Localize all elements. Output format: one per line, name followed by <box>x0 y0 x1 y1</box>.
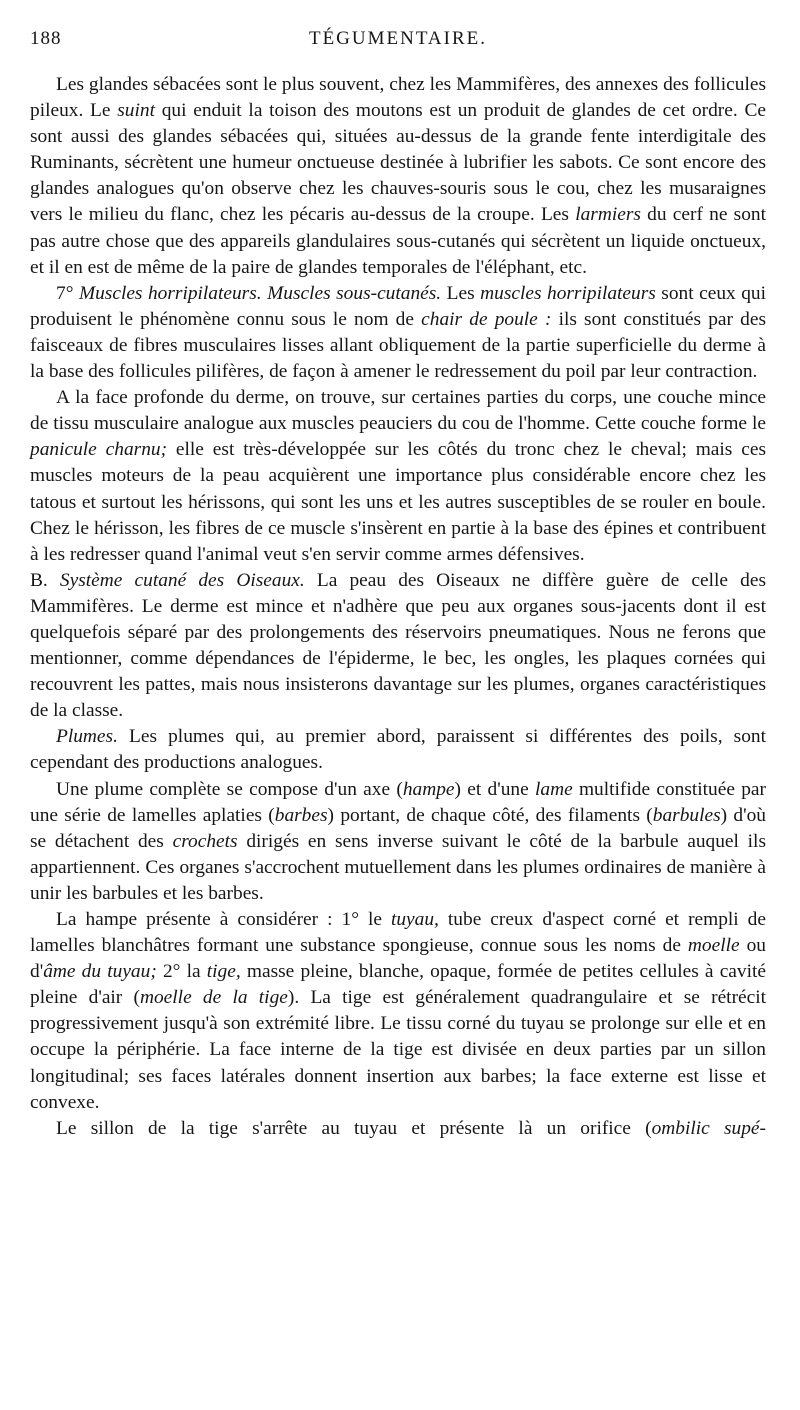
paragraph-shaft-groove <box>30 1116 766 1142</box>
text-run: B. <box>30 569 60 591</box>
text-run: ils sont constitués par des faisceaux de fibres musculaires lisses allant obliquement de la partie superficielle du derme à la base des follicules pilifères, de façon à amener le redressement du poil par leur contraction. <box>30 308 767 383</box>
italic-run: Plumes. <box>56 726 118 748</box>
paragraph-sebaceous-glands <box>30 72 766 281</box>
italic-run: moelle <box>687 935 740 957</box>
italic-run: larmiers <box>575 204 641 226</box>
text-run: ) et d'une <box>454 778 535 800</box>
text-run: ou d' <box>30 935 766 983</box>
running-header <box>30 28 766 54</box>
text-run: tube creux d'aspect corné et rempli de lamelles blanchâtres formant une substance spongieuse, connue sous les noms de <box>30 909 766 957</box>
italic-run: barbes <box>274 804 328 826</box>
italic-run: Système cutané des Oiseaux. <box>59 569 305 591</box>
text-run: Les <box>441 282 481 304</box>
text-run: dirigés en sens inverse suivant le côté de la barbule auquel ils appartiennent. Ces organes s'accrochent mutuellement dans les plumes ordinaires de manière à unir les barbules et les barbes. <box>30 830 766 904</box>
body-text <box>30 72 766 1142</box>
italic-run: lame <box>534 778 573 800</box>
paragraph-horripilator-muscles <box>30 281 766 385</box>
page-number: 188 <box>30 28 62 49</box>
italic-run: ombilic supé- <box>651 1117 766 1139</box>
text-run: multifide constituée par une série de lamelles aplaties ( <box>30 778 766 826</box>
text-run: Les plumes qui, au premier abord, paraissent si différentes des poils, sont cependant des productions analogues. <box>30 726 766 774</box>
text-run: A la face profonde du derme, on trouve, sur certaines parties du corps, une couche mince de tissu musculaire analogue aux muscles peauciers du cou de l'homme. Cette couche forme le <box>30 387 766 435</box>
book-page <box>30 28 766 1142</box>
text-run: masse pleine, blanche, opaque, formée de petites cellules à cavité pleine d'air ( <box>30 961 766 1009</box>
text-run: ) d'où se détachent des <box>30 804 766 852</box>
text-run: qui enduit la toison des moutons est un produit de glandes de cet ordre. Ce sont aussi des glandes sébacées qui, situées au-dessus de la grande fente interdigitale des Ruminants, sécrètent une humeur onctueuse destinée à lubrifier les sabots. Ce sont encore des glandes analogues qu'on observe chez les chauves-souris sous le cou, chez les musaraignes vers le milieu du flanc, chez les pécaris au-dessus de la croupe. Les <box>30 100 766 226</box>
italic-run: barbules <box>652 804 721 826</box>
italic-run: Muscles horripilateurs. Muscles sous-cutanés. <box>78 282 442 304</box>
text-run: elle est très-développée sur les côtés du tronc chez le cheval; mais ces muscles moteurs de la peau acquièrent une importance plus considérable encore chez les tatous et surtout les hérissons, qui sont les uns et les autres susceptibles de se rouler en boule. Chez le hérisson, les fibres de ce muscle s'insèrent en partie à la base des épines et contribuent à les redresser quand l'animal veut s'en servir comme armes défensives. <box>30 439 766 565</box>
italic-run: panicule charnu; <box>30 439 168 461</box>
paragraph-feathers <box>30 724 766 776</box>
text-run: Le sillon de la tige s'arrête au tuyau et présente là un orifice ( <box>56 1117 652 1139</box>
italic-run: tige, <box>206 961 241 983</box>
text-run: La hampe présente à considérer : 1° le <box>56 909 391 930</box>
text-run: sont ceux qui produisent le phénomène connu sous le nom de <box>30 282 766 330</box>
text-run: 2° la <box>156 961 207 983</box>
text-run: du cerf ne sont pas autre chose que des appareils glandulaires sous-cutanés qui sécrètent un liquide onctueux, et il en est de même de la paire de glandes temporales de l'éléphant, etc. <box>30 204 766 278</box>
text-run: ). La tige est généralement quadrangulaire et se rétrécit progressivement jusqu'à son extrémité libre. Le tissu corné du tuyau se prolonge sur elle et en occupe la périphérie. La face interne de la tige est divisée en deux parties par un sillon longitudinal; ses faces latérales donnent insertion aux barbes; la face externe est lisse et convexe. <box>30 987 767 1113</box>
paragraph-feather-shaft <box>30 907 766 1116</box>
text-run: La peau des Oiseaux ne diffère guère de celle des Mammifères. Le derme est mince et n'adhère que peu aux organes sous-jacents dont il est quelquefois séparé par des prolongements des réservoirs pneumatiques. Nous ne ferons que mentionner, comme dépendances de l'épiderme, le bec, les ongles, les plaques cornées qui recouvrent les pattes, mais nous insisterons davantage sur les plumes, organes caractéristiques de la classe. <box>30 569 766 722</box>
paragraph-panicule-charnu <box>30 385 766 568</box>
italic-run: tuyau, <box>390 909 439 930</box>
text-run: 7° <box>56 282 79 304</box>
running-title: TÉGUMENTAIRE. <box>308 28 488 49</box>
text-run: Une plume complète se compose d'un axe ( <box>56 778 403 800</box>
italic-run: moelle de la tige <box>139 987 288 1009</box>
italic-run: hampe <box>402 778 455 800</box>
paragraph-feather-structure <box>30 777 766 907</box>
text-run: Les glandes sébacées sont le plus souvent, chez les Mammifères, des annexes des follicules pileux. Le <box>30 74 766 122</box>
italic-run: âme du tuyau; <box>43 961 157 983</box>
italic-run: muscles horripilateurs <box>480 282 656 304</box>
text-run: ) portant, de chaque côté, des filaments ( <box>327 804 653 826</box>
italic-run: crochets <box>172 830 238 852</box>
italic-run: suint <box>117 100 155 122</box>
paragraph-bird-skin-system <box>30 568 766 725</box>
italic-run: chair de poule : <box>421 308 552 330</box>
